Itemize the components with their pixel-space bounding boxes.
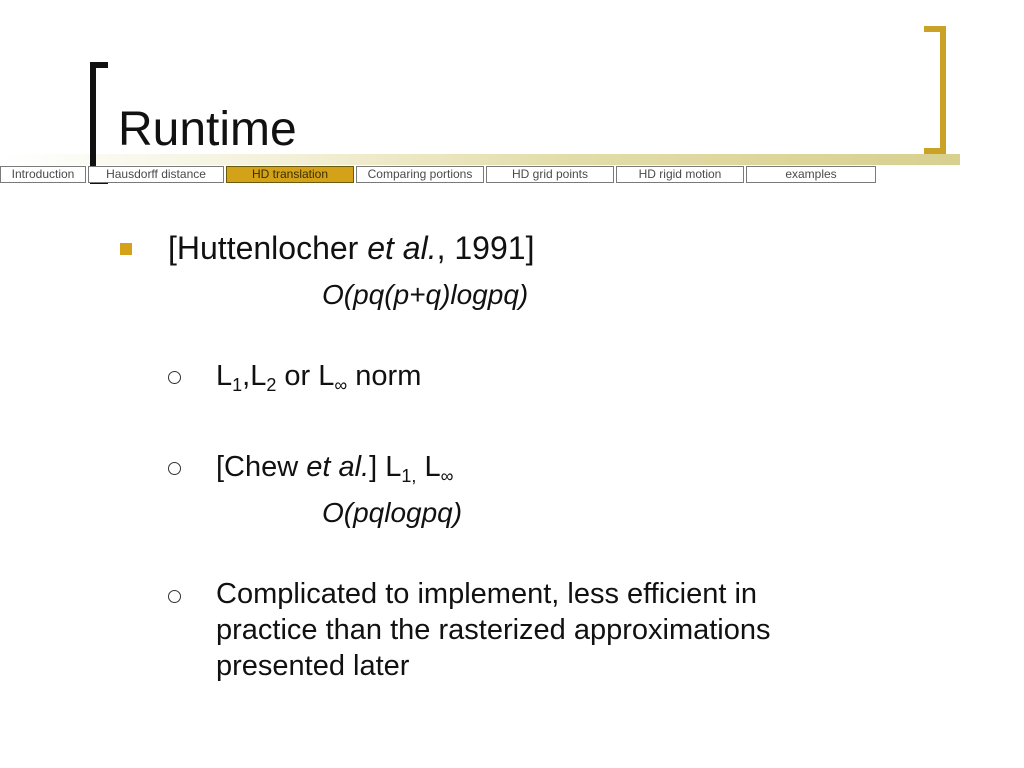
circle-bullet-icon <box>168 371 181 384</box>
nav-tab-hd-rigid-motion[interactable]: HD rigid motion <box>616 166 744 183</box>
nav-tab-hd-grid-points[interactable]: HD grid points <box>486 166 614 183</box>
nav-tab-hausdorff-distance[interactable]: Hausdorff distance <box>88 166 224 183</box>
nav-tab-hd-translation[interactable]: HD translation <box>226 166 354 183</box>
formula-huttenlocher: O(pq(p+q)logpq) <box>322 279 529 310</box>
square-bullet-icon <box>120 243 132 255</box>
nav-tab-examples[interactable]: examples <box>746 166 876 183</box>
right-bracket-decoration <box>924 26 946 154</box>
section-nav <box>0 166 878 183</box>
nav-tab-comparing-portions[interactable]: Comparing portions <box>356 166 484 183</box>
slide-title: Runtime <box>118 103 297 156</box>
norm-list-item: $L_1,L_2$ or $L_\infty$ norm <box>216 360 422 395</box>
formula-chew: O(pqlogpq) <box>322 497 463 528</box>
citation-huttenlocher: [Huttenlocher et al., 1991] <box>168 230 535 266</box>
citation-chew: [Chew et al.] $L_{1,}$ $L_\infty$ <box>216 451 454 486</box>
nav-tab-introduction[interactable]: Introduction <box>0 166 86 183</box>
circle-bullet-icon <box>168 590 181 603</box>
complexity-note: Complicated to implement, less efficient in practice than the rasterized approximations presented later <box>216 578 771 682</box>
circle-bullet-icon <box>168 462 181 475</box>
